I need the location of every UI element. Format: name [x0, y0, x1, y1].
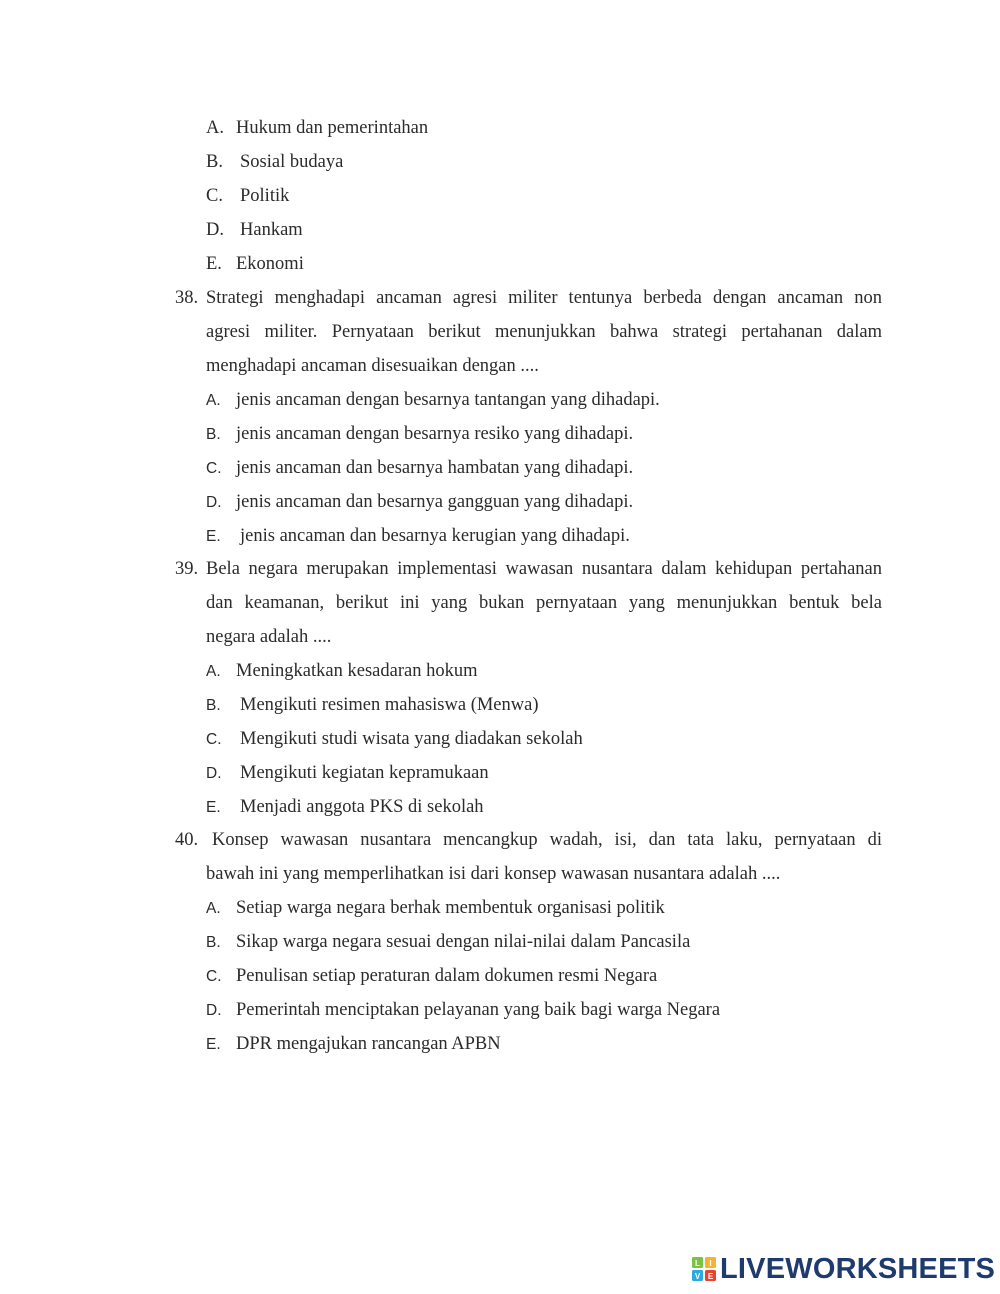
question-text-line: negara adalah ....: [206, 627, 332, 647]
option-text: Mengikuti kegiatan kepramukaan: [240, 763, 489, 783]
option-letter: B.: [206, 697, 221, 714]
question-number: 39.: [175, 559, 199, 579]
question-text-line: Bela negara merupakan implementasi wawasan nusantara dalam kehidupan pertahanan: [206, 559, 882, 579]
liveworksheets-wordmark: LIVEWORKSHEETS: [720, 1252, 996, 1285]
option-letter: B.: [206, 426, 221, 443]
option-letter: B.: [206, 152, 223, 172]
option-letter: D.: [206, 1002, 222, 1019]
option-text: Sikap warga negara sesuai dengan nilai-nilai dalam Pancasila: [236, 932, 691, 952]
logo-letter: L: [695, 1258, 700, 1268]
question-number: 40.: [175, 830, 199, 850]
option-letter: D.: [206, 494, 222, 511]
option-text: Hukum dan pemerintahan: [236, 118, 429, 138]
question-text-line: agresi militer. Pernyataan berikut menunjukkan bahwa strategi pertahanan dalam: [206, 322, 882, 342]
option-letter: A.: [206, 118, 224, 138]
option-text: Ekonomi: [236, 254, 304, 274]
option-letter: B.: [206, 934, 221, 951]
option-text: jenis ancaman dengan besarnya resiko yang dihadapi.: [236, 424, 634, 444]
option-letter: C.: [206, 186, 223, 206]
option-text: Pemerintah menciptakan pelayanan yang baik bagi warga Negara: [236, 1000, 721, 1020]
question-text-line: dan keamanan, berikut ini yang bukan pernyataan yang menunjukkan bentuk bela: [206, 593, 882, 613]
question-text-line: Strategi menghadapi ancaman agresi militer tentunya berbeda dengan ancaman non: [206, 288, 882, 308]
option-text: jenis ancaman dan besarnya kerugian yang dihadapi.: [240, 526, 630, 546]
option-letter: C.: [206, 968, 222, 985]
option-text: jenis ancaman dengan besarnya tantangan yang dihadapi.: [236, 390, 660, 410]
option-letter: E.: [206, 254, 222, 274]
option-text: Mengikuti studi wisata yang diadakan sekolah: [240, 729, 583, 749]
option-letter: C.: [206, 731, 222, 748]
liveworksheets-logo: [692, 1253, 995, 1285]
option-text: Menjadi anggota PKS di sekolah: [240, 797, 484, 817]
question-text-line: menghadapi ancaman disesuaikan dengan ....: [206, 356, 539, 376]
option-letter: C.: [206, 460, 222, 477]
option-letter: A.: [206, 663, 221, 680]
question-number: 38.: [175, 288, 199, 308]
option-text: DPR mengajukan rancangan APBN: [236, 1034, 501, 1054]
logo-letter: I: [709, 1258, 712, 1268]
option-text: Mengikuti resimen mahasiswa (Menwa): [240, 695, 539, 715]
option-letter: A.: [206, 392, 221, 409]
logo-letter: E: [707, 1271, 714, 1281]
option-text: Hankam: [240, 220, 303, 240]
option-letter: E.: [206, 528, 221, 545]
option-text: Meningkatkan kesadaran hokum: [236, 661, 478, 681]
option-text: Setiap warga negara berhak membentuk organisasi politik: [236, 898, 665, 918]
option-letter: D.: [206, 765, 222, 782]
option-text: Sosial budaya: [240, 152, 344, 172]
option-text: Penulisan setiap peraturan dalam dokumen resmi Negara: [236, 966, 658, 986]
option-letter: E.: [206, 799, 221, 816]
option-letter: A.: [206, 900, 221, 917]
question-text-line: bawah ini yang memperlihatkan isi dari konsep wawasan nusantara adalah ....: [206, 864, 781, 884]
option-letter: E.: [206, 1036, 221, 1053]
option-text: Politik: [240, 186, 290, 206]
option-text: jenis ancaman dan besarnya gangguan yang dihadapi.: [236, 492, 634, 512]
option-letter: D.: [206, 220, 224, 240]
liveworksheets-logo-icon: [692, 1257, 716, 1281]
option-text: jenis ancaman dan besarnya hambatan yang dihadapi.: [236, 458, 634, 478]
question-text-line: Konsep wawasan nusantara mencangkup wadah, isi, dan tata laku, pernyataan di: [212, 830, 882, 850]
logo-letter: V: [694, 1271, 701, 1281]
